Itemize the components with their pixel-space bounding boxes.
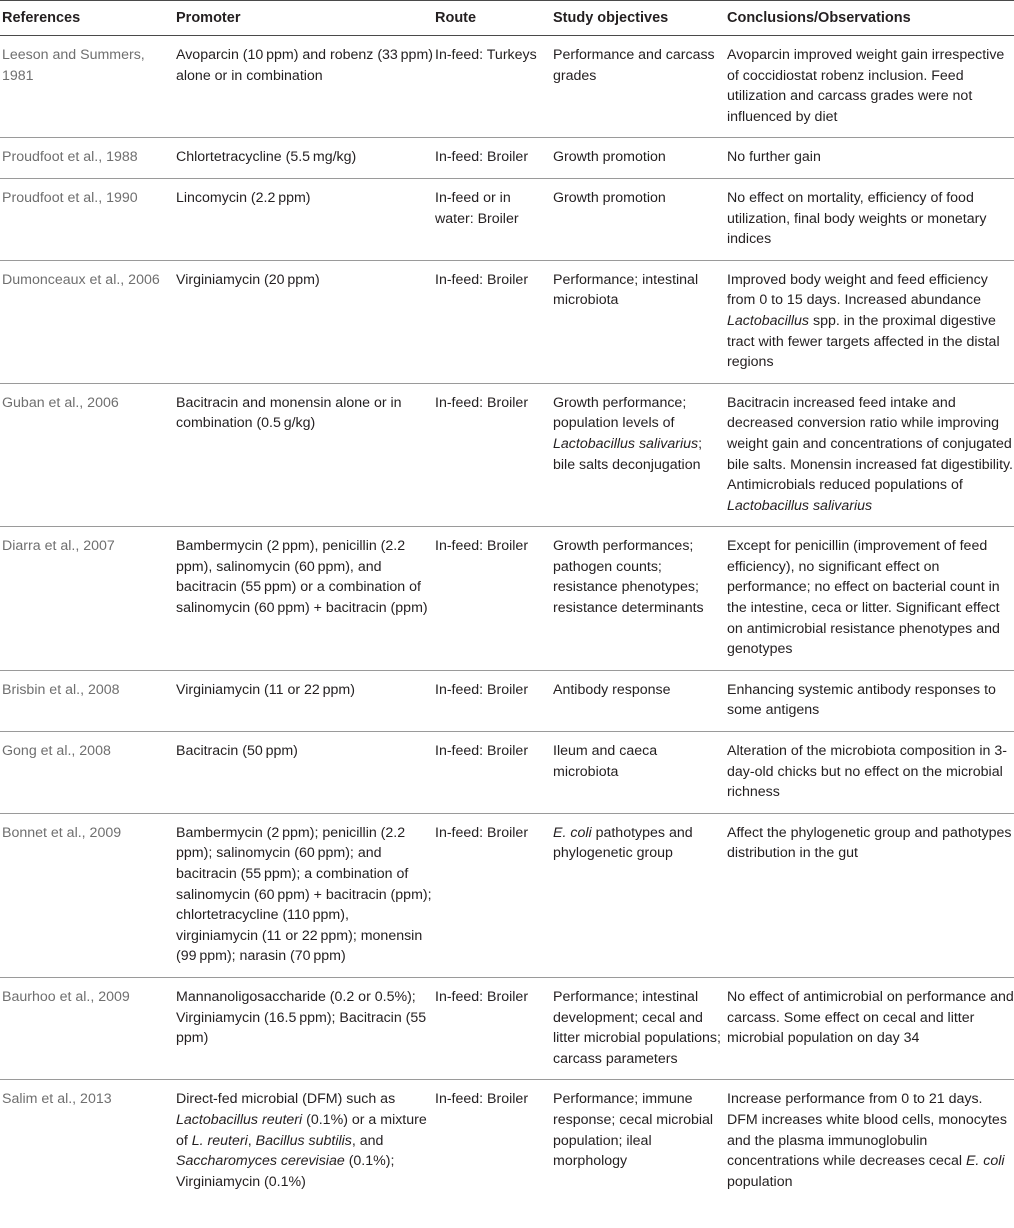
table-row	[0, 1080, 1014, 1202]
table-row	[0, 260, 1014, 383]
table-row	[0, 383, 1014, 527]
cell-route: In-feed: Broiler	[433, 977, 551, 1079]
cell-route: In-feed: Broiler	[433, 670, 551, 731]
cell-promoter: Avoparcin (10 ppm) and robenz (33 ppm) alone or in combination	[174, 36, 433, 138]
cell-study-objectives: Performance; immune response; cecal microbial population; ileal morphology	[553, 1091, 714, 1170]
cell-reference: Proudfoot et al., 1990	[0, 178, 174, 260]
cell-study-objectives: Growth promotion	[551, 138, 725, 179]
cell-promoter: Lincomycin (2.2 ppm)	[174, 178, 433, 260]
header-conclusions: Conclusions/Observations	[725, 1, 1014, 36]
cell-study-objectives: E. coli pathotypes and phylogenetic group	[551, 813, 725, 977]
cell-route: In-feed: Broiler	[433, 813, 551, 977]
cell-conclusions: Increase performance from 0 to 21 days. DFM increases white blood cells, monocytes and the plasma immunoglobulin concentrations while decreases cecal E. coli population	[727, 1091, 1007, 1190]
cell-reference: Leeson and Summers, 1981	[0, 36, 174, 138]
cell-promoter: Chlortetracycline (5.5 mg/kg)	[174, 138, 433, 179]
cell-route: In-feed or in water: Broiler	[433, 178, 551, 260]
cell-route: In-feed: Broiler	[433, 138, 551, 179]
cell-reference: Salim et al., 2013	[2, 1091, 112, 1108]
cell-promoter: Mannanoligosaccharide (0.2 or 0.5%); Virginiamycin (16.5 ppm); Bacitracin (55 ppm)	[174, 977, 433, 1079]
cell-reference: Guban et al., 2006	[0, 383, 174, 527]
table-row	[0, 977, 1014, 1079]
cell-conclusions: No effect of antimicrobial on performance and carcass. Some effect on cecal and litter microbial population on day 34	[725, 977, 1014, 1079]
table-row	[0, 36, 1014, 138]
cell-reference: Proudfoot et al., 1988	[0, 138, 174, 179]
cell-route: In-feed: Broiler	[433, 732, 551, 814]
cell-reference: Baurhoo et al., 2009	[0, 977, 174, 1079]
cell-route: In-feed: Broiler	[433, 383, 551, 527]
cell-reference: Dumonceaux et al., 2006	[0, 260, 174, 383]
cell-conclusions: Except for penicillin (improvement of feed efficiency), no significant effect on performance; no effect on bacterial count in the intestine, ceca or litter. Significant effect on antimicrobial resistance phenotypes and genotypes	[725, 527, 1014, 671]
table-row	[0, 670, 1014, 731]
cell-promoter: Virginiamycin (11 or 22 ppm)	[174, 670, 433, 731]
header-promoter: Promoter	[174, 1, 433, 36]
table-row	[0, 178, 1014, 260]
cell-promoter: Direct-fed microbial (DFM) such as Lactobacillus reuteri (0.1%) or a mixture of L. reuteri, Bacillus subtilis, and Saccharomyces cerevisiae (0.1%); Virginiamycin (0.1%)	[176, 1091, 427, 1190]
cell-route: In-feed: Broiler	[433, 527, 551, 671]
cell-conclusions: Affect the phylogenetic group and pathotypes distribution in the gut	[725, 813, 1014, 977]
cell-reference: Gong et al., 2008	[0, 732, 174, 814]
header-row	[0, 1, 1014, 36]
cell-conclusions: Bacitracin increased feed intake and decreased conversion ratio while improving weight gain and concentrations of conjugated bile salts. Monensin increased fat digestibility. Antimicrobials reduced populations of Lactobacillus salivarius	[725, 383, 1014, 527]
cell-study-objectives: Ileum and caeca microbiota	[551, 732, 725, 814]
cell-promoter: Virginiamycin (20 ppm)	[174, 260, 433, 383]
cell-study-objectives: Growth performance; population levels of Lactobacillus salivarius; bile salts deconjugation	[551, 383, 725, 527]
cell-study-objectives: Performance and carcass grades	[551, 36, 725, 138]
table-row	[0, 813, 1014, 977]
cell-promoter: Bambermycin (2 ppm); penicillin (2.2 ppm); salinomycin (60 ppm); and bacitracin (55 ppm); a combination of salinomycin (60 ppm) + bacitracin (ppm); chlortetracycline (110 ppm), virginiamycin (11 or 22 ppm); monensin (99 ppm); narasin (70 ppm)	[174, 813, 433, 977]
header-study-objectives: Study objectives	[551, 1, 725, 36]
cell-reference: Brisbin et al., 2008	[0, 670, 174, 731]
header-route: Route	[433, 1, 551, 36]
cell-study-objectives: Performance; intestinal microbiota	[551, 260, 725, 383]
cell-conclusions: Improved body weight and feed efficiency from 0 to 15 days. Increased abundance Lactobacillus spp. in the proximal digestive tract with fewer targets affected in the distal regions	[725, 260, 1014, 383]
cell-study-objectives: Performance; intestinal development; cecal and litter microbial populations; carcass parameters	[551, 977, 725, 1079]
cell-conclusions: No further gain	[725, 138, 1014, 179]
table-row	[0, 527, 1014, 671]
cell-route: In-feed: Broiler	[433, 260, 551, 383]
cell-study-objectives: Antibody response	[551, 670, 725, 731]
cell-conclusions: Alteration of the microbiota composition in 3-day-old chicks but no effect on the microbial richness	[725, 732, 1014, 814]
table-row	[0, 138, 1014, 179]
cell-conclusions: Enhancing systemic antibody responses to some antigens	[725, 670, 1014, 731]
header-references: References	[0, 1, 174, 36]
cell-route: In-feed: Turkeys	[433, 36, 551, 138]
cell-conclusions: Avoparcin improved weight gain irrespective of coccidiostat robenz inclusion. Feed utilization and carcass grades were not influenced by diet	[725, 36, 1014, 138]
cell-route: In-feed: Broiler	[435, 1091, 529, 1108]
cell-promoter: Bambermycin (2 ppm), penicillin (2.2 ppm), salinomycin (60 ppm), and bacitracin (55 ppm) or a combination of salinomycin (60 ppm) + bacitracin (ppm)	[174, 527, 433, 671]
cell-promoter: Bacitracin and monensin alone or in combination (0.5 g/kg)	[174, 383, 433, 527]
cell-study-objectives: Growth promotion	[551, 178, 725, 260]
cell-conclusions: No effect on mortality, efficiency of food utilization, final body weights or monetary indices	[725, 178, 1014, 260]
table-row	[0, 732, 1014, 814]
cell-reference: Diarra et al., 2007	[0, 527, 174, 671]
cell-promoter: Bacitracin (50 ppm)	[174, 732, 433, 814]
cell-study-objectives: Growth performances; pathogen counts; resistance phenotypes; resistance determinants	[551, 527, 725, 671]
cell-reference: Bonnet et al., 2009	[0, 813, 174, 977]
